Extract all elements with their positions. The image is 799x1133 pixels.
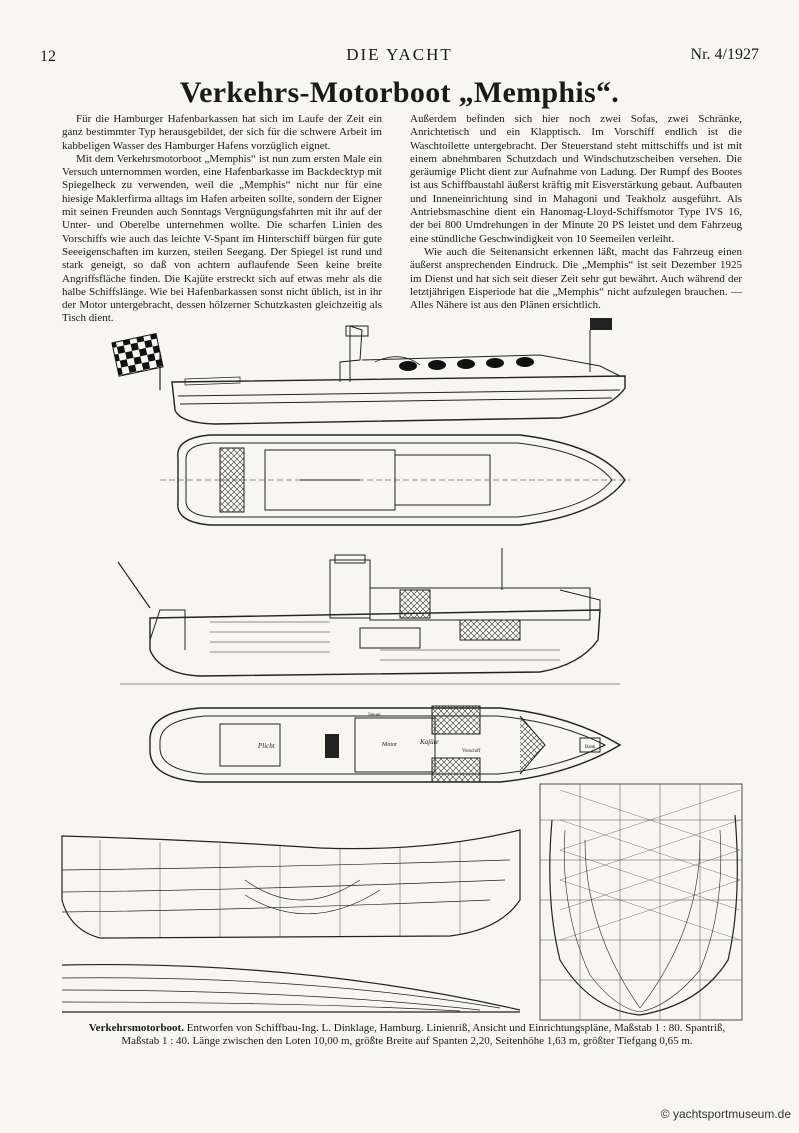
- figure-caption: [72, 1022, 742, 1048]
- plan-label-steuer: Steuer: [368, 713, 381, 718]
- plan-label-motor: Motor: [382, 742, 397, 748]
- article-title: Verkehrs-Motorboot „Memphis“.: [179, 76, 620, 109]
- inboard-profile-drawing: [118, 548, 620, 684]
- paragraph: Mit dem Verkehrsmotorboot „Memphis“ ist nun zum ersten Male ein Versuch unternommen worden, eine Hafenbarkasse im Backdecktyp mit Spiegelheck zu verwenden, weil die „Memphis“ nicht nur für eine hiesige Maklerfirma alltags im Hafen arbeiten sollte, sondern der Eigner mit seinen Freunden auch Sonntags Vergnügungsfahrten mit ihr auf der Unter- und Oberelbe unternehmen wollte. Die scharfen Linien des Vorschiffs wie auch das leichte V-Spant im Hinterschiff bürgen für gute Seeeigenschaften im kurzen, steilen Seegang. Der Spiegel ist rund und stark geneigt, so daß von achtern auflaufende Seen keine breite Angriffsfläche finden. Die Kajüte erstreckt sich auf etwas mehr als die halbe Schiffslänge. Wie bei Hafenbarkassen sonst nicht üblich, ist in ihr der Motor untergebracht, dessen hölzerner Schutzkasten gleichzeitig als Tisch dient.: [62, 152, 382, 325]
- caption-lead: Verkehrsmotorboot.: [88, 1022, 184, 1034]
- body-plan-drawing: [540, 784, 742, 1020]
- paragraph: Für die Hamburger Hafenbarkassen hat sich im Laufe der Zeit ein ganz bestimmter Typ herausgebildet, der sich für die schwere Arbeit im kabbeligen Wasser des Hamburger Hafens vorzüglich eignet.: [62, 113, 382, 152]
- watermark: © yachtsportmuseum.de: [660, 1107, 791, 1121]
- side-view-drawing: [112, 318, 625, 424]
- plan-label-vorschiff: Vorschiff: [462, 749, 481, 754]
- plan-label-kajuete: Kajüte: [420, 738, 439, 746]
- plan-label-bank: Bank: [585, 745, 596, 750]
- caption-text: Entworfen von Schiffbau-Ing. L. Dinklage, Hamburg. Linienriß, Ansicht und Einrichtungspläne, Maßstab 1 : 80. Spantriß, Maßstab 1 : 40. Länge zwischen den Loten 10,00 m, größte Breite auf Spanten 2,20, Seitenhöhe 1,63 m, größter Tiefgang 0,65 m.: [121, 1022, 726, 1047]
- top-view-drawing: [160, 435, 630, 525]
- paragraph: Wie auch die Seitenansicht erkennen läßt, macht das Fahrzeug einen äußerst ansprechenden Eindruck. Die „Memphis“ ist seit Dezember 1925 im Dienst und hat sich seit dieser Zeit sehr gut bewährt. Auch während der letztjährigen Eisperiode hat die „Memphis“ nicht aufzulegen brauchen. — Alles Nähere ist aus den Plänen ersichtlich.: [410, 245, 742, 312]
- accommodation-plan-drawing: [150, 706, 620, 782]
- paragraph: Außerdem befinden sich hier noch zwei Sofas, zwei Schränke, Anrichtetisch und ein Klapptisch. Im Vorschiff endlich ist die Waschtoilette untergebracht. Der Steuerstand steht mittschiffs und ist mit einem abnehmbaren Schutzdach und Windschutzscheiben versehen. Die geräumige Plicht dient zur Aufnahme von Ladung. Der Rumpf des Bootes ist aus Schiffbaustahl äußerst kräftig mit Eisverstärkung gebaut. Aufbauten und Inneneinrichtung sind in Mahagoni und Teakholz ausgeführt. Als Antriebsmaschine dient ein Hanomag-Lloyd-Schiffsmotor Type IVS 16, der bei 800 Umdrehungen in der Minute 20 PS leistet und dem Fahrzeug eine stündliche Geschwindigkeit von 10 Seemeilen verleiht.: [410, 113, 742, 245]
- issue-number: Nr. 4/1927: [690, 46, 759, 63]
- page-number: 12: [40, 48, 56, 65]
- running-title: DIE YACHT: [346, 45, 453, 64]
- plan-label-plicht: Plicht: [258, 742, 275, 750]
- lines-plan-drawing: [62, 830, 520, 1012]
